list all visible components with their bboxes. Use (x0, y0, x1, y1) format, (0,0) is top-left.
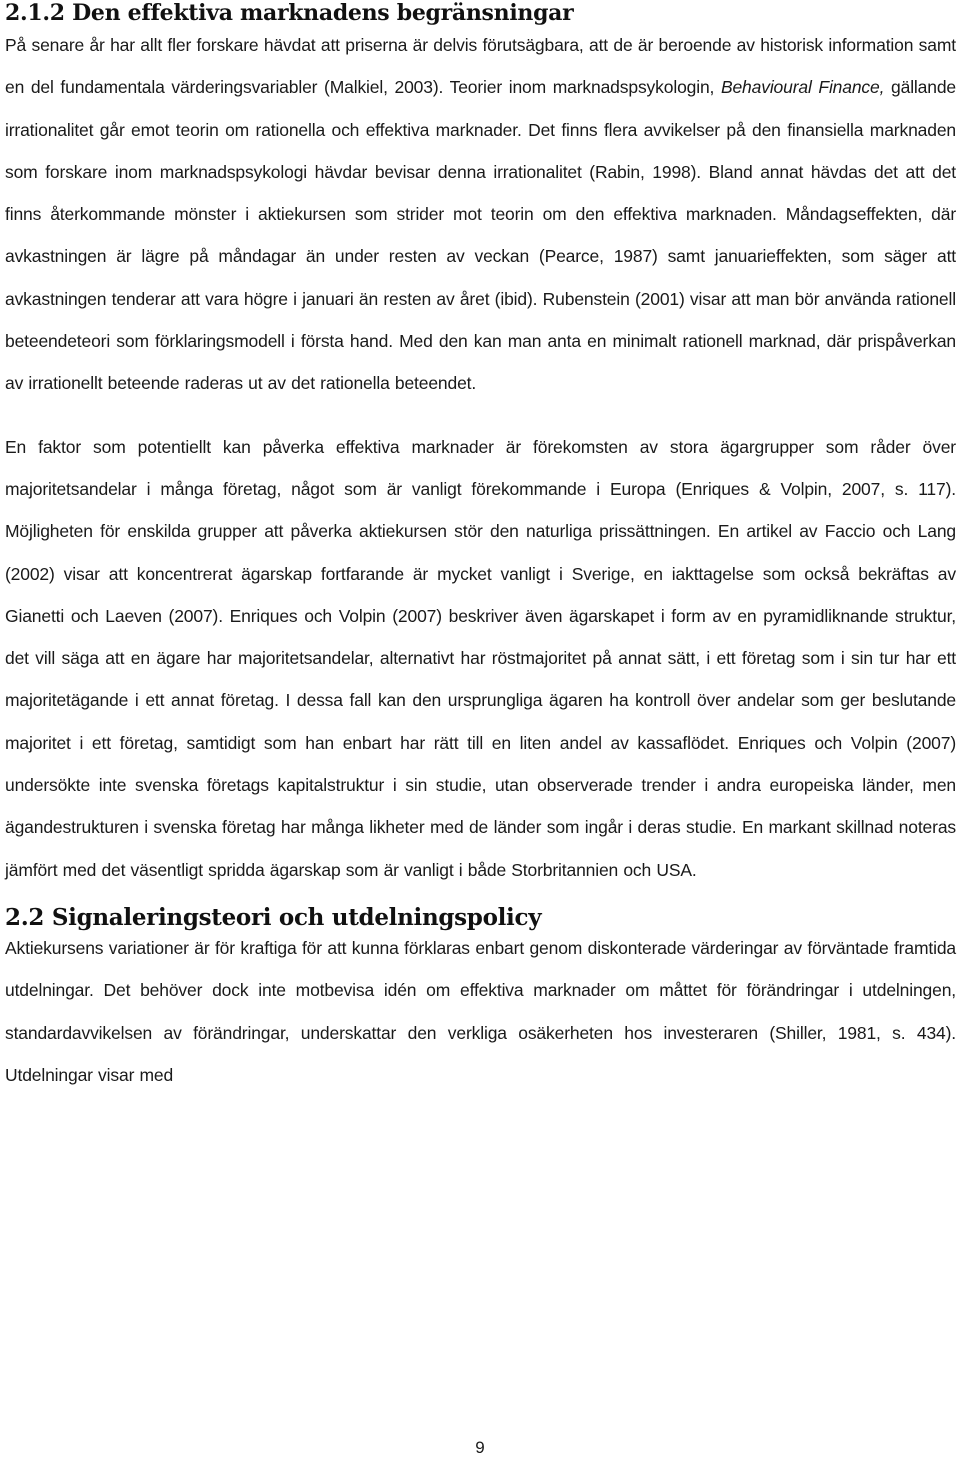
paragraph-market-limitations (5, 24, 956, 405)
document-page (5, 0, 956, 1096)
section-heading-2-2: 2.2 Signaleringsteori och utdelningspolicy (5, 903, 542, 931)
paragraph-signaling-theory: Aktiekursens variationer är för kraftiga för att kunna förklaras enbart genom diskonterade värderingar av förväntade framtida utdelningar. Det behöver dock inte motbevisa idén om effektiva marknader om måttet för förändringar i utdelningen, standardavvikelsen av förändringar, underskattar den verkliga osäkerheten hos investeraren (Shiller, 1981, s. 434). Utdelningar visar med (5, 937, 956, 1085)
page-number: 9 (475, 1438, 485, 1457)
paragraph-text-end: gällande irrationalitet går emot teorin om rationella och effektiva marknader. Det finns flera avvikelser på den finansiella marknaden som forskare inom marknadspsykologi hävdar bevisar denna irrationalitet (Rabin, 1998). Bland annat hävdas det att det finns återkommande mönster i aktiekursen som strider mot teorin om den effektiva marknaden. Måndagseffekten, där avkastningen är lägre på måndagar än under resten av veckan (Pearce, 1987) samt januarieffekten, som säger att avkastningen tenderar att vara högre i januari än resten av året (ibid). Rubenstein (2001) visar att man bör använda rationell beteendeteori som förklaringsmodell i första hand. Med den kan man anta en minimalt rationell marknad, där prispåverkan av irrationellt beteende raderas ut av det rationella beteendet. (5, 77, 956, 394)
section-heading-2-1-2: 2.1.2 Den effektiva marknadens begränsningar (5, 0, 574, 26)
paragraph-text-start: På senare år har allt fler forskare hävdat att priserna är delvis förutsägbara, att de är beroende av historisk information samt en del fundamentala värderingsvariabler (Malkiel, 2003). Teorier inom marknadspsykologin, (5, 35, 956, 98)
paragraph-ownership-groups: En faktor som potentiellt kan påverka effektiva marknader är förekomsten av stora ägargrupper som råder över majoritetsandelar i många företag, något som är vanligt förekommande i Europa (Enriques & Volpin, 2007, s. 117). Möjligheten för enskilda grupper att påverka aktiekursen stör den naturliga prissättningen. En artikel av Faccio och Lang (2002) visar att koncentrerat ägarskap fortfarande är mycket vanligt i Sverige, en iakttagelse som också bekräftas av Gianetti och Laeven (2007). Enriques och Volpin (2007) beskriver även ägarskapet i form av en pyramidliknande struktur, det vill säga att en ägare har majoritetsandelar, alternativt har röstmajoritet på annat sätt, i ett företag som i sin tur har ett majoritetägande i ett annat företag. I dessa fall kan den ursprungliga ägaren ha kontroll över andelar som ger beslutande majoritet i ett företag, samtidigt som han enbart har rätt till en liten andel av kassaflödet. Enriques och Volpin (2007) undersökte inte svenska företags kapitalstruktur i sin studie, utan observerade trender i andra europeiska länder, men ägandestrukturen i svenska företag har många likheter med de länder som ingår i deras studie. En markant skillnad noteras jämfört med det väsentligt spridda ägarskap som är vanligt i både Storbritannien och USA. (5, 436, 956, 880)
italic-term-behavioural-finance: Behavioural Finance, (720, 77, 885, 98)
